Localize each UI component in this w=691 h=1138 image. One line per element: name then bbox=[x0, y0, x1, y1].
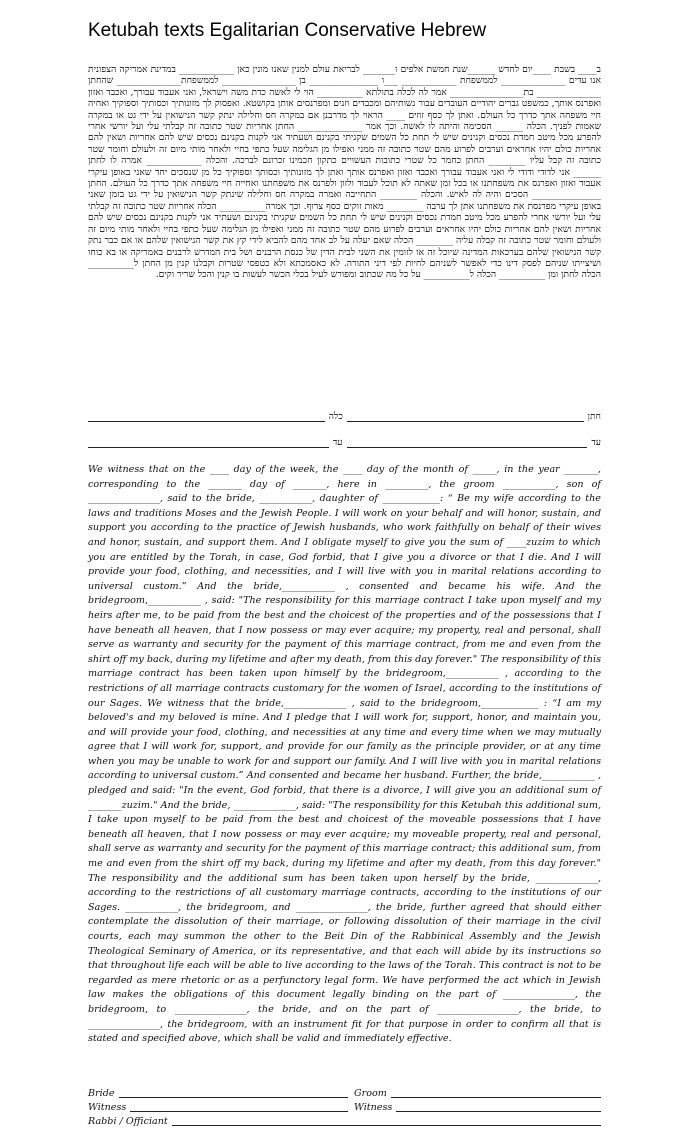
hebrew-signature-row-witnesses bbox=[88, 434, 601, 448]
page-title: Ketubah texts Egalitarian Conservative Hebrew bbox=[88, 20, 487, 41]
hebrew-bride-label: כלה bbox=[328, 411, 343, 422]
hebrew-witness-label-2: עד bbox=[332, 437, 343, 448]
hebrew-groom-label: חתן bbox=[587, 411, 601, 422]
groom-signature-line bbox=[391, 1087, 601, 1098]
groom-label: Groom bbox=[354, 1088, 387, 1099]
hebrew-signature-row-groom-bride bbox=[88, 408, 601, 422]
bride-signature bbox=[88, 1087, 348, 1101]
english-body: We witness that on the ____ day of the week, the ____ day of the month of _____, in the year _______, corresponding to the _______ day of _______, here in _________, the groom ___________, son of _______________, said to the bride, ___________, daughter of ____________: “ Be my wife according to the laws and traditions Moses and the Jewish People. I will work on your behalf and will honor, sustain, and support you according to the practice of Jewish husbands, who work faithfully on behalf of their wives and honor, sustain, and support them. And I obligate myself to give you the sum of ____zuzim to which you are entitled by the Torah, in case, God forbid, that I give you a divorce or that I die. And I will provide your food, clothing, and necessities, and I will live with you in marital relations according to universal custom.” And the bride,___________ , consented and became his wife. And the bridegroom,___________ , said: "The responsibility for this marriage contract I take upon myself and my heirs after me, to be paid from the best and the choicest of the properties and of the possessions that I have beneath all heaven, that I now possess or may ever acquire; my property, real and personal, shall serve as warranty and security for the payment of this marriage contract, from me and even from the shirt off my back, during my lifetime and after my death, from this day forever." The responsibility of this marriage contract has been taken upon himself by the bridegroom,___________ , according to the restrictions of all marriage contracts customary for the women of Israel, according to the institutions of our Sages. We witness that the bride,_____________ , said to the bridegroom,____________ : “I am my beloved's and my beloved is mine. And I pledge that I will work for, support, honor, and maintain you, and will provide your food, clothing, and necessities at any time and every time when we may mutually agree that I will work for, support, and provide for our family as the principle provider, or at any time when you may be unable to work for and support our family. And I will live with you in marital relations according to universal custom.” And consented and became her husband. Further, the bride,___________ , pledged and said: "In the event, God forbid, that there is a divorce, I will give you an additional sum of _______zuzim." And the bride, _____________, said: "The responsibility for this Ketubah this additional sum, I take upon myself to be paid from the best and choicest of the moveable possessions that I have beneath all heaven, that I now possess or may ever acquire; my moveable property, real and personal, shall serve as warranty and security for the payment of this marriage contract; this additional sum, from me and even from the shirt off my back, during my lifetime and after my death, from this day forever." The responsibility and the additional sum has been taken upon herself by the bride, _____________, according to the restrictions of all customary marriage contracts, according to the institutions of our Sages. ___________, the bridegroom, and _______________, the bride, further agreed that should either contemplate the dissolution of their marriage, or following dissolution of their marriage in the civil courts, each may summon the other to the Beit Din of the Rabbinical Assembly and the Jewish Theological Seminary of America, or its representative, and that each will abide by its instructions so that throughout life each will be able to live according to the laws of the Torah. This contract is not to be regarded as mere rhetoric or as a perfunctory legal form. We have performed the act which in Jewish law makes the obligations of this document legally binding on the part of _______________, the bridegroom, to _______________, the bride, and on the part of _________________, the bride, to _______________, the bridegroom, with an instrument fit for that purpose in order to confirm all that is stated and specified above, which shall be valid and immediately effective. bbox=[88, 464, 601, 1045]
hebrew-bride-line bbox=[88, 411, 325, 422]
witness-right-signature-line bbox=[396, 1101, 601, 1112]
witness-left-signature-line bbox=[130, 1101, 348, 1112]
hebrew-witness-line-2 bbox=[88, 437, 329, 448]
rabbi-signature-line bbox=[172, 1115, 601, 1126]
witness-left-label: Witness bbox=[88, 1102, 127, 1114]
hebrew-groom-line bbox=[347, 411, 584, 422]
english-ketubah-text bbox=[88, 463, 601, 1047]
witness-right-signature bbox=[348, 1101, 601, 1115]
witness-left-signature bbox=[88, 1101, 348, 1115]
hebrew-witness-label-1: עד bbox=[591, 437, 601, 448]
hebrew-signature-block bbox=[88, 396, 601, 448]
rabbi-signature bbox=[88, 1115, 601, 1129]
english-signature-row-rabbi bbox=[88, 1115, 601, 1129]
hebrew-body: ב____ בשבת ____יום לחדש ______שנת חמשת אלפים ו_______ לבריאת עולם למנין שאנו מונין כאן ____________ במדינת אמריקה הצפונית אנו עדים ______________ לממשפחת ____________ ___ו _______________ בן ________________ לממשפחת______________ שהחתן ______________ בת________________ אמר לה לכלה בתולתא __________ הוי לי לאשה כדת משה וישראל, ואני אעבוד עבורך, ואכבד ואזון ואפרנס אותך, כמשפט גברים יהודיים העובדים עבור נשותיהם ומכבדים וזנים ומפרנסים אותן בקושטא. ואפסוק לך מזונותיך וכסותיך וספוקיך ואחיה חיי משפחה אתך כדרך כל העולם. ואתן לך כסף זוזים ____ הראוי לך מדרבנן אם במקרה חס וחלילה ינתק קשר הנישואין על ידי גט או במקרה שאמות לפניך. הכלה ______ הסכימה והיתה לו לאשה. וכך אמר ______________ החתן אחריות שטר כתובה זה קבלתי עלי ועל יורשי אחרי להפרע מכל מיטב חמדת נכסים וקנינים שיש לי תחת כל השמים שקניתי בקנינם ושעתיד אני לקנות בקנינם נכסים שיש להם אחריות ושאין להם אחריות כולם יהיו אחראים וערבים לפרוע מהם שטר כתובה זה ממני ואפילו מן הגלימה שעל כתפי בחיי ולאחר מותי מיום זה ולעולם וחומר שטר כתובה זה קבל עליו ________ החתן כחמר כל שטרי כתובות העשויים כתקון חכמינו זכרונם לברכה. והכלה ____________ אמרה לו לחתן ______ אני לדודי ודודי לי ואני אעבוד עבורך ואכבד ואזון ואפרנס אותך ואתן לך מזונותיך וכסותך וספוקיך כל מן שנסכים יחד שאני באופן עיקרי אעבוד ואזון ואפרנס את משפחתנו או בכל זמן שאתה לא תוכל לעבוד ולזון ולפרנס את משפחתנו ואחייה חיי משפחה אתך כדרך כל העולם. החתן _______________ הסכים והיה לה לאיש. והכלה ________ התחייבה ואמרה במקרה חס וחלילה שינתק קשר הנישואין על ידי גט בזמן שאני באופן עיקרי מפרנסת את משפחתנו אתן לך ערבה ________ מאות זוקים כסף צרוף. וכך אמרה__________ הכלה אחריות שטר כתובה זה קבלתי עלי ועל יורשי אחרי להפרע מכל מיטב חמדת נכסים וקנינים שיש לי תחת כל השמים שקניתי בקנינם ושעתיד אני לקנות בקנינם נכסים שיש להם אחריות ושאין להם אחריות כולם יהיו אחראים וערבים לפרוע מהם שטר כתובה זה ממני ואפילו מן הגלימה שעל כתפי בחיי ולאחר מותי מיום זה ולעולם וחומר שטר כתובה זה קבלה עליה ________ הכלה שאם יעלה על לב אחד מהם להביא לידי קץ את קשר הנישואין שלהם או אם כבר נתק קשר הנישואין שלהם בערכאות המדינה שיוכל זה או לזומין את השני לבית הדין של כנסת הרבנים ושל בית המדרש לרבנים באמריקה או בא כוחו ושיצייתו שניהם לפסק דינו כדי לאפשר לשניהם לחיות לפי דיני התורה. לא כאסמכתא ולא כטפסי שטרות וקבלנו קנין מן החתן ל__________ הכלה לחתן ומן __________ הכלה ל__________ על כל מה שכתוב ומפורש לעיל בכלי הכשר לעשות בו קנין והכל שריר וקים. bbox=[88, 64, 601, 281]
english-signature-row-witnesses bbox=[88, 1101, 601, 1115]
english-signature-block bbox=[88, 1087, 601, 1130]
bride-label: Bride bbox=[88, 1088, 115, 1099]
groom-signature bbox=[348, 1087, 601, 1101]
rabbi-label: Rabbi / Officiant bbox=[88, 1116, 168, 1128]
bride-signature-line bbox=[119, 1087, 348, 1098]
english-signature-row-bride-groom bbox=[88, 1087, 601, 1101]
witness-right-label: Witness bbox=[354, 1102, 393, 1114]
hebrew-ketubah-text bbox=[88, 64, 601, 281]
hebrew-witness-line-1 bbox=[347, 437, 588, 448]
